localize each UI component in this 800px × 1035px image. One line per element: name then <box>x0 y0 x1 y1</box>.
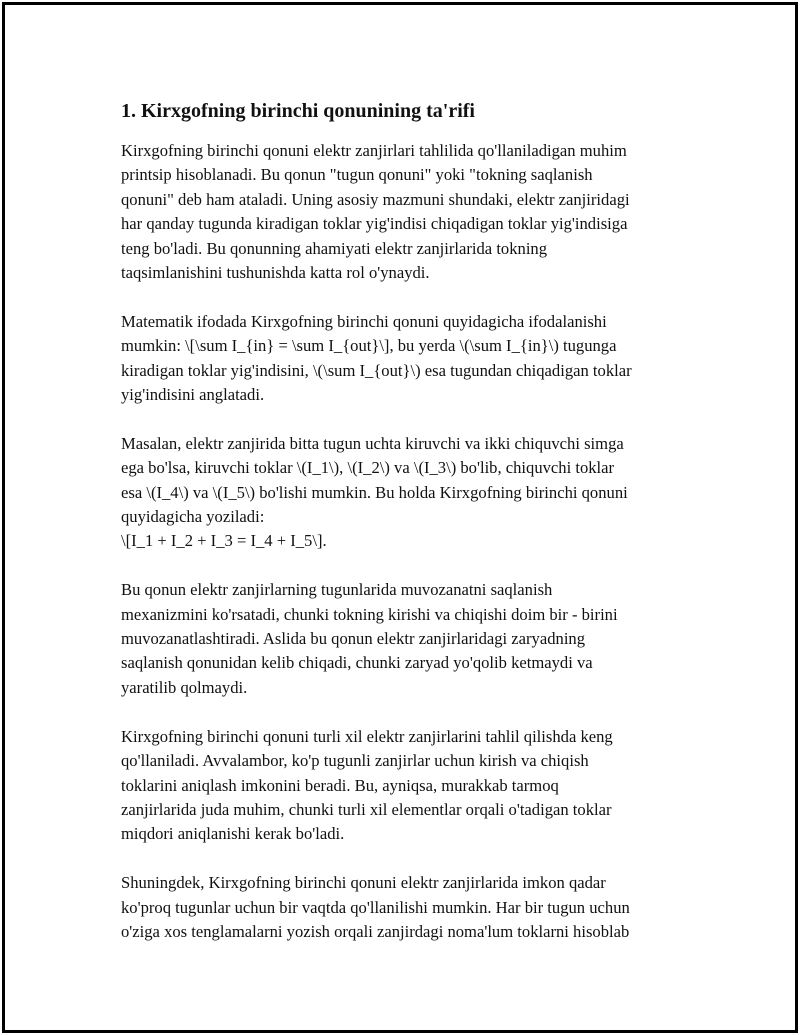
text-line: Shuningdek, Kirxgofning birinchi qonuni elektr zanjirlarida imkon qadar <box>121 873 606 893</box>
text-line: o'ziga xos tenglamalarni yozish orqali zanjirdagi noma'lum toklarni hisoblab <box>121 921 630 941</box>
text-line: saqlanish qonunidan kelib chiqadi, chunki zaryad yo'qolib ketmaydi va <box>121 653 593 673</box>
text-line: ega bo'lsa, kiruvchi toklar \(I_1\), \(I_2\) va \(I_3\) bo'lib, chiquvchi toklar <box>121 458 615 478</box>
text-line: esa \(I_4\) va \(I_5\) bo'lishi mumkin. Bu holda Kirxgofning birinchi qonuni <box>121 482 628 502</box>
paragraph-example <box>121 432 701 554</box>
text-line: qo'llaniladi. Avvalambor, ko'p tugunli zanjirlar uchun kirish va chiqish <box>121 751 589 771</box>
text-line: ko'proq tugunlar uchun bir vaqtda qo'llanilishi mumkin. Har bir tugun uchun <box>121 897 630 917</box>
text-line: qonuni" deb ham ataladi. Uning asosiy mazmuni shundaki, elektr zanjiridagi <box>121 189 630 209</box>
text-line: mexanizmini ko'rsatadi, chunki tokning kirishi va chiqishi doim bir - birini <box>121 604 618 624</box>
paragraph-applications <box>121 725 701 847</box>
text-line: Masalan, elektr zanjirida bitta tugun uchta kiruvchi va ikki chiquvchi simga <box>121 433 624 453</box>
paragraph-definition <box>121 139 701 285</box>
text-line: yaratilib qolmaydi. <box>121 677 248 697</box>
text-line: mumkin: \[\sum I_{in} = \sum I_{out}\], bu yerda \(\sum I_{in}\) tugunga <box>121 336 617 356</box>
text-line: Matematik ifodada Kirxgofning birinchi qonuni quyidagicha ifodalanishi <box>121 311 607 331</box>
text-line: miqdori aniqlanishi kerak bo'ladi. <box>121 824 345 844</box>
text-line: yig'indisini anglatadi. <box>121 385 265 405</box>
text-line: Kirxgofning birinchi qonuni elektr zanjirlari tahlilida qo'llaniladigan muhim <box>121 141 627 160</box>
equation-line: \[I_1 + I_2 + I_3 = I_4 + I_5\]. <box>121 531 327 551</box>
text-line: kiradigan toklar yig'indisini, \(\sum I_{out}\) esa tugundan chiqadigan toklar <box>121 360 632 380</box>
text-line: teng bo'ladi. Bu qonunning ahamiyati elektr zanjirlarida tokning <box>121 238 548 258</box>
document-body <box>121 97 701 969</box>
text-line: taqsimlanishini tushunishda katta rol o'ynaydi. <box>121 263 430 283</box>
text-line: Bu qonun elektr zanjirlarning tugunlarida muvozanatni saqlanish <box>121 580 553 600</box>
text-line: muvozanatlashtiradi. Aslida bu qonun elektr zanjirlaridagi zaryadning <box>121 629 586 649</box>
text-line: toklarini aniqlash imkonini beradi. Bu, ayniqsa, murakkab tarmoq <box>121 775 559 795</box>
page-frame <box>2 2 798 1033</box>
paragraph-formula <box>121 310 701 408</box>
text-line: printsip hisoblanadi. Bu qonun "tugun qonuni" yoki "tokning saqlanish <box>121 165 593 185</box>
text-line: har qanday tugunda kiradigan toklar yig'indisi chiqadigan toklar yig'indisiga <box>121 214 628 234</box>
paragraph-multiple-nodes <box>121 871 701 944</box>
section-heading: 1. Kirxgofning birinchi qonunining ta'rifi <box>121 100 475 122</box>
text-line: quyidagicha yoziladi: <box>121 507 265 527</box>
paragraph-balance <box>121 578 701 700</box>
text-line: Kirxgofning birinchi qonuni turli xil elektr zanjirlarini tahlil qilishda keng <box>121 726 613 746</box>
text-line: zanjirlarida juda muhim, chunki turli xil elementlar orqali o'tadigan toklar <box>121 799 612 819</box>
